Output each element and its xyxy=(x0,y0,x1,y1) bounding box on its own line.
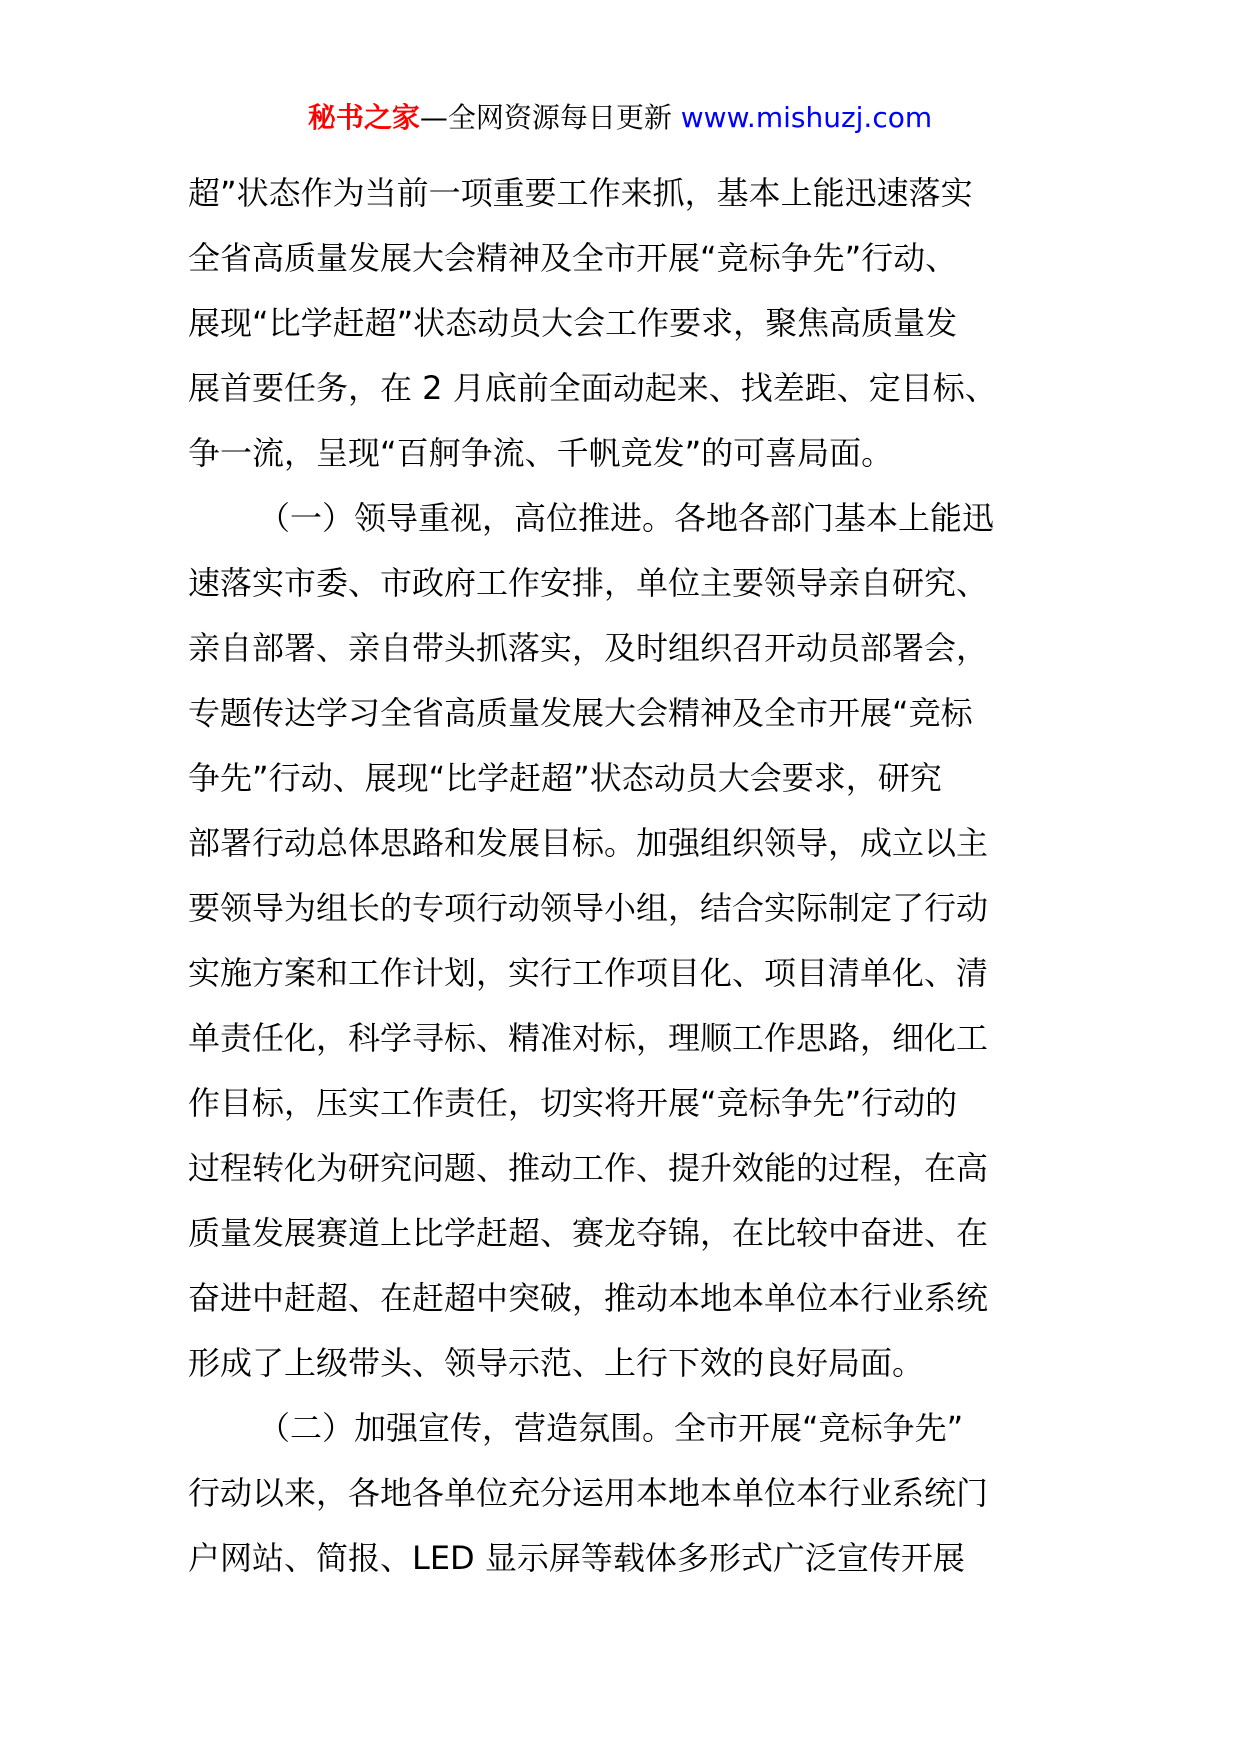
body-line: 争先”行动、展现“比学赶超”状态动员大会要求，研究 xyxy=(188,759,942,797)
body-line: 作目标，压实工作责任，切实将开展“竞标争先”行动的 xyxy=(188,1084,958,1122)
site-brand: 秘书之家 xyxy=(307,101,420,134)
body-line: 户网站、简报、LED 显示屏等载体多形式广泛宣传开展 xyxy=(188,1539,965,1577)
section-heading-line: （一）领导重视，高位推进。各地各部门基本上能迅 xyxy=(258,499,995,537)
body-line: 专题传达学习全省高质量发展大会精神及全市开展“竞标 xyxy=(188,694,973,732)
body-line: 奋进中赶超、在赶超中突破，推动本地本单位本行业系统 xyxy=(188,1279,989,1317)
site-header xyxy=(0,98,1240,138)
body-line: 争一流，呈现“百舸争流、千帆竞发”的可喜局面。 xyxy=(188,434,894,472)
body-line: 展首要任务，在 2 月底前全面动起来、找差距、定目标、 xyxy=(188,369,997,407)
section-heading-line: （二）加强宣传，营造氛围。全市开展“竞标争先” xyxy=(258,1409,964,1447)
site-url-link[interactable]: www.mishuzj.com xyxy=(680,101,933,134)
body-line: 形成了上级带头、领导示范、上行下效的良好局面。 xyxy=(188,1344,925,1382)
body-line: 单责任化，科学寻标、精准对标，理顺工作思路，细化工 xyxy=(188,1019,989,1057)
body-line: 质量发展赛道上比学赶超、赛龙夺锦，在比较中奋进、在 xyxy=(188,1214,989,1252)
site-tagline: —全网资源每日更新 xyxy=(419,101,681,134)
body-line: 全省高质量发展大会精神及全市开展“竞标争先”行动、 xyxy=(188,239,958,277)
body-line: 展现“比学赶超”状态动员大会工作要求，聚焦高质量发 xyxy=(188,304,958,342)
body-line: 亲自部署、亲自带头抓落实，及时组织召开动员部署会， xyxy=(188,629,989,667)
body-line: 超”状态作为当前一项重要工作来抓，基本上能迅速落实 xyxy=(188,174,973,212)
body-line: 速落实市委、市政府工作安排，单位主要领导亲自研究、 xyxy=(188,564,989,602)
body-line: 过程转化为研究问题、推动工作、提升效能的过程，在高 xyxy=(188,1149,989,1187)
body-line: 要领导为组长的专项行动领导小组，结合实际制定了行动 xyxy=(188,889,989,927)
body-line: 部署行动总体思路和发展目标。加强组织领导，成立以主 xyxy=(188,824,989,862)
document-body xyxy=(188,161,1054,1591)
body-line: 实施方案和工作计划，实行工作项目化、项目清单化、清 xyxy=(188,954,989,992)
body-line: 行动以来，各地各单位充分运用本地本单位本行业系统门 xyxy=(188,1474,989,1512)
